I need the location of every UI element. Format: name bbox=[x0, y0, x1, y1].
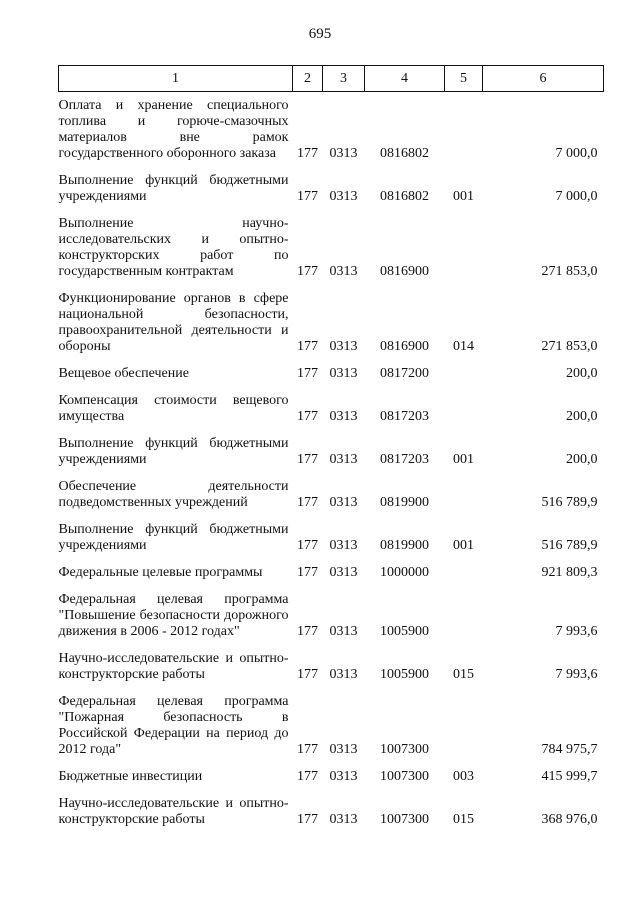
row-name: Бюджетные инвестиции bbox=[58, 769, 203, 784]
row-ministry-code: 177 bbox=[297, 624, 318, 639]
row-name: Федеральные целевые программы bbox=[58, 565, 263, 580]
table-row bbox=[59, 585, 604, 644]
row-section-code: 0313 bbox=[329, 538, 358, 553]
table-row bbox=[59, 284, 604, 359]
row-ministry-code: 177 bbox=[297, 264, 318, 279]
row-section-code: 0313 bbox=[329, 565, 358, 580]
column-header: 4 bbox=[365, 66, 445, 92]
row-section-code: 0313 bbox=[329, 339, 358, 354]
row-expense-type-code: 001 bbox=[453, 189, 474, 204]
row-ministry-code: 177 bbox=[297, 538, 318, 553]
budget-table bbox=[58, 65, 604, 832]
row-amount: 7 000,0 bbox=[555, 146, 598, 161]
row-amount: 7 000,0 bbox=[555, 189, 598, 204]
column-header: 3 bbox=[323, 66, 365, 92]
row-expense-type-code: 001 bbox=[453, 538, 474, 553]
row-section-code: 0313 bbox=[329, 495, 358, 510]
row-expense-type-code bbox=[445, 472, 483, 515]
row-target-code: 1005900 bbox=[380, 624, 429, 639]
table-row bbox=[59, 429, 604, 472]
row-target-code: 1000000 bbox=[380, 565, 429, 580]
table-row bbox=[59, 762, 604, 789]
row-section-code: 0313 bbox=[329, 667, 358, 682]
row-ministry-code: 177 bbox=[297, 812, 318, 827]
row-target-code: 1007300 bbox=[380, 769, 429, 784]
row-expense-type-code: 015 bbox=[453, 812, 474, 827]
row-expense-type-code: 015 bbox=[453, 667, 474, 682]
row-ministry-code: 177 bbox=[297, 366, 318, 381]
row-expense-type-code bbox=[445, 386, 483, 429]
row-name: Научно-исследовательские и опытно-конструкторские работы bbox=[58, 651, 289, 682]
table-row bbox=[59, 209, 604, 284]
row-expense-type-code bbox=[445, 585, 483, 644]
page-number: 695 bbox=[308, 26, 332, 42]
row-name: Выполнение функций бюджетными учреждениями bbox=[58, 436, 289, 467]
table-row bbox=[59, 386, 604, 429]
row-section-code: 0313 bbox=[329, 812, 358, 827]
row-section-code: 0313 bbox=[329, 189, 358, 204]
row-expense-type-code bbox=[445, 687, 483, 762]
row-amount: 415 999,7 bbox=[541, 769, 598, 784]
row-amount: 784 975,7 bbox=[541, 742, 598, 757]
row-name: Выполнение функций бюджетными учреждениями bbox=[58, 522, 289, 553]
table-row bbox=[59, 644, 604, 687]
row-name: Научно-исследовательские и опытно-конструкторские работы bbox=[58, 796, 289, 827]
row-section-code: 0313 bbox=[329, 769, 358, 784]
column-header: 2 bbox=[293, 66, 323, 92]
row-target-code: 0816802 bbox=[380, 189, 429, 204]
row-target-code: 1007300 bbox=[380, 812, 429, 827]
row-amount: 516 789,9 bbox=[541, 538, 598, 553]
row-target-code: 0819900 bbox=[380, 538, 429, 553]
row-ministry-code: 177 bbox=[297, 667, 318, 682]
row-amount: 368 976,0 bbox=[541, 812, 598, 827]
table-row bbox=[59, 687, 604, 762]
table-row bbox=[59, 92, 604, 167]
row-section-code: 0313 bbox=[329, 264, 358, 279]
row-name: Федеральная целевая программа "Пожарная безопасность в Российской Федерации на период до 2012 года" bbox=[58, 694, 289, 757]
column-header: 1 bbox=[59, 66, 293, 92]
row-name: Выполнение научно-исследовательских и опытно-конструкторских работ по государственным контрактам bbox=[58, 216, 289, 279]
table-row bbox=[59, 789, 604, 832]
row-section-code: 0313 bbox=[329, 742, 358, 757]
row-name: Оплата и хранение специального топлива и горюче-смазочных материалов вне рамок государственного оборонного заказа bbox=[58, 98, 289, 161]
row-amount: 200,0 bbox=[566, 452, 598, 467]
table-row bbox=[59, 472, 604, 515]
row-name: Функционирование органов в сфере национальной безопасности, правоохранительной деятельности и обороны bbox=[58, 291, 289, 354]
row-name: Компенсация стоимости вещевого имущества bbox=[58, 393, 289, 424]
row-target-code: 0816802 bbox=[380, 146, 429, 161]
row-section-code: 0313 bbox=[329, 624, 358, 639]
row-section-code: 0313 bbox=[329, 366, 358, 381]
row-target-code: 0817203 bbox=[380, 452, 429, 467]
row-name: Федеральная целевая программа "Повышение безопасности дорожного движения в 2006 - 2012 годах" bbox=[58, 592, 289, 639]
table-row bbox=[59, 515, 604, 558]
row-target-code: 1005900 bbox=[380, 667, 429, 682]
row-target-code: 0819900 bbox=[380, 495, 429, 510]
row-amount: 7 993,6 bbox=[555, 667, 598, 682]
column-header: 6 bbox=[483, 66, 604, 92]
row-ministry-code: 177 bbox=[297, 189, 318, 204]
row-ministry-code: 177 bbox=[297, 769, 318, 784]
row-amount: 921 809,3 bbox=[541, 565, 598, 580]
row-amount: 271 853,0 bbox=[541, 264, 598, 279]
row-section-code: 0313 bbox=[329, 452, 358, 467]
row-ministry-code: 177 bbox=[297, 409, 318, 424]
header-row bbox=[59, 66, 604, 92]
row-ministry-code: 177 bbox=[297, 146, 318, 161]
row-name: Выполнение функций бюджетными учреждениями bbox=[58, 173, 289, 204]
table-body bbox=[59, 92, 604, 833]
row-expense-type-code bbox=[445, 209, 483, 284]
row-name: Обеспечение деятельности подведомственных учреждений bbox=[58, 479, 289, 510]
row-target-code: 0817203 bbox=[380, 409, 429, 424]
row-expense-type-code bbox=[445, 359, 483, 386]
row-name: Вещевое обеспечение bbox=[58, 366, 189, 381]
row-expense-type-code bbox=[445, 92, 483, 167]
row-section-code: 0313 bbox=[329, 409, 358, 424]
row-amount: 200,0 bbox=[566, 409, 598, 424]
row-expense-type-code: 003 bbox=[453, 769, 474, 784]
row-amount: 200,0 bbox=[566, 366, 598, 381]
row-ministry-code: 177 bbox=[297, 452, 318, 467]
row-amount: 7 993,6 bbox=[555, 624, 598, 639]
row-target-code: 0816900 bbox=[380, 339, 429, 354]
table-row bbox=[59, 359, 604, 386]
column-header: 5 bbox=[445, 66, 483, 92]
row-ministry-code: 177 bbox=[297, 565, 318, 580]
table-row bbox=[59, 166, 604, 209]
row-ministry-code: 177 bbox=[297, 339, 318, 354]
row-amount: 271 853,0 bbox=[541, 339, 598, 354]
row-target-code: 0816900 bbox=[380, 264, 429, 279]
row-target-code: 0817200 bbox=[380, 366, 429, 381]
table-row bbox=[59, 558, 604, 585]
row-target-code: 1007300 bbox=[380, 742, 429, 757]
row-expense-type-code: 001 bbox=[453, 452, 474, 467]
row-section-code: 0313 bbox=[329, 146, 358, 161]
row-ministry-code: 177 bbox=[297, 495, 318, 510]
row-amount: 516 789,9 bbox=[541, 495, 598, 510]
row-expense-type-code bbox=[445, 558, 483, 585]
row-expense-type-code: 014 bbox=[453, 339, 474, 354]
row-ministry-code: 177 bbox=[297, 742, 318, 757]
